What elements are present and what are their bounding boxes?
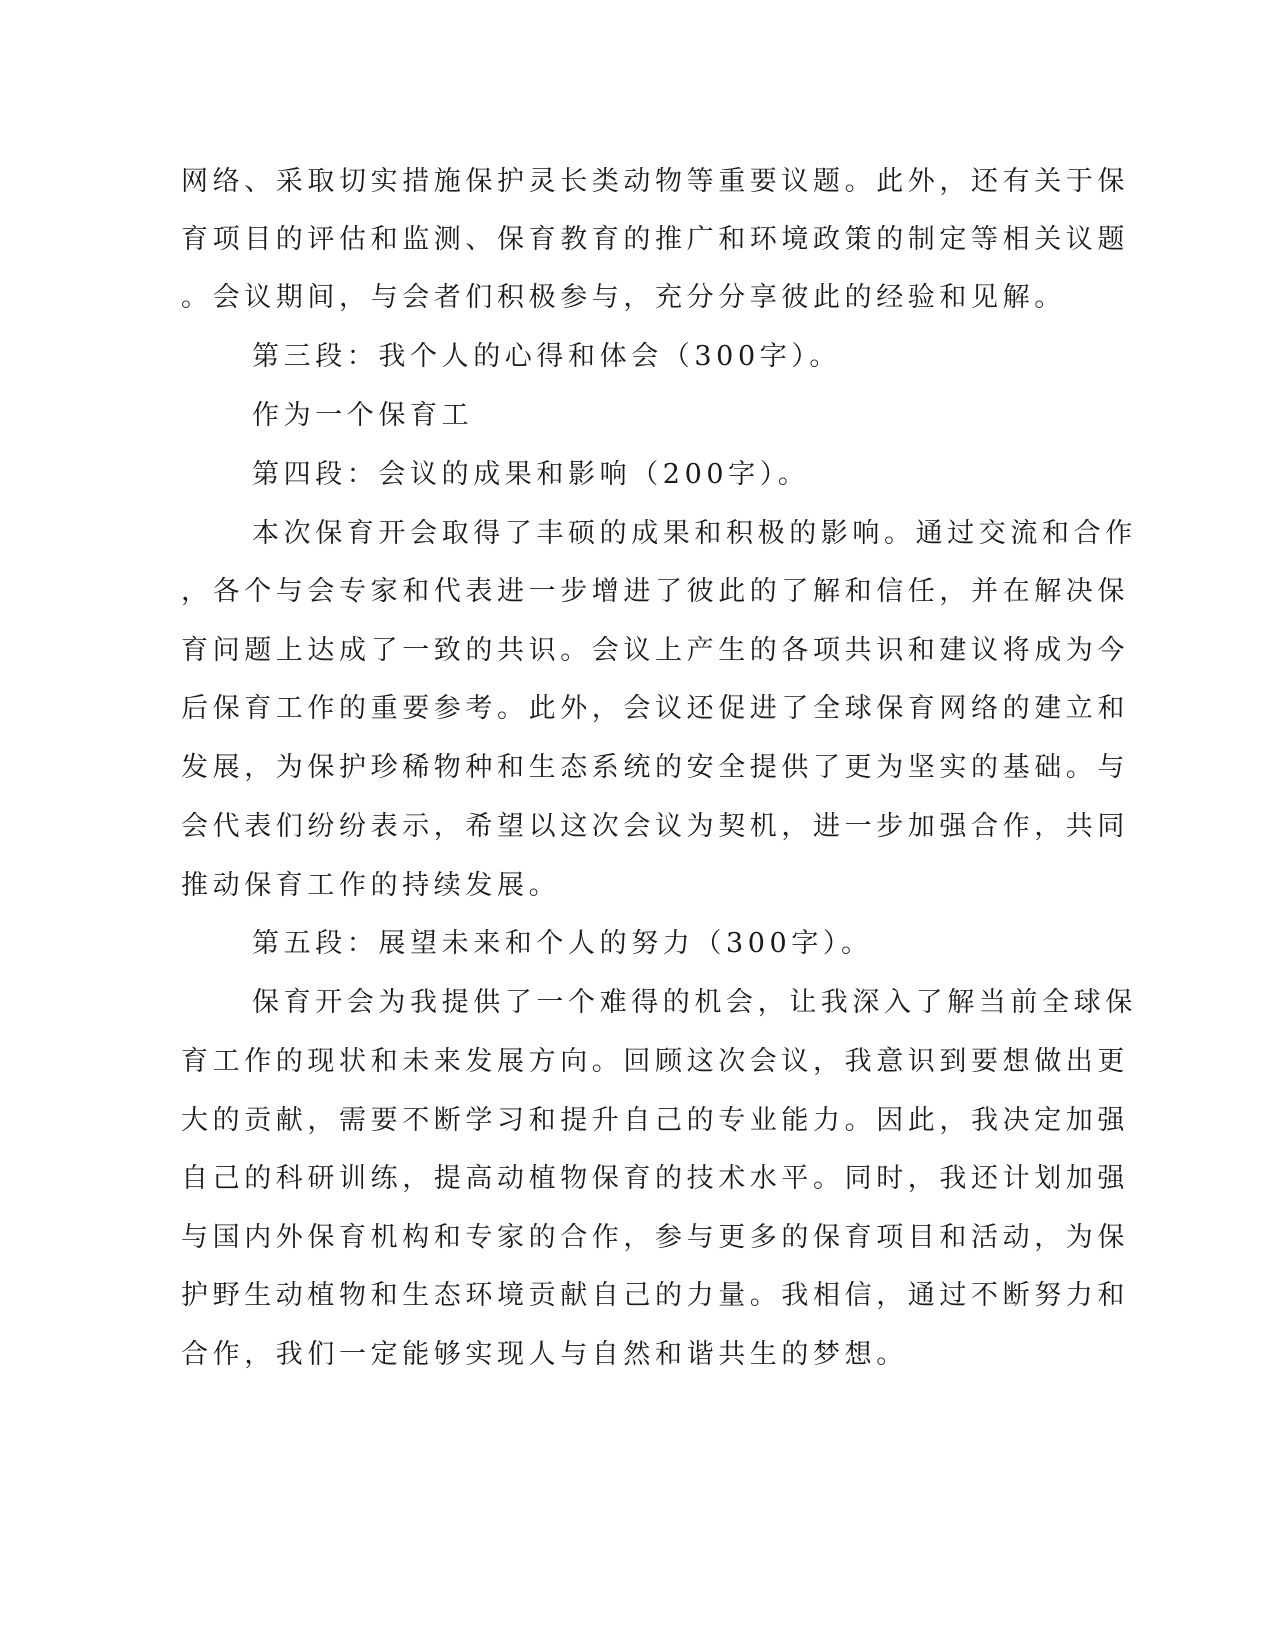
body-text-line: 保育开会为我提供了一个难得的机会，让我深入了解当前全球保 [252,987,1137,1018]
body-text-line: 本次保育开会取得了丰硕的成果和积极的影响。通过交流和合作 [252,518,1137,549]
body-text-line: 发展，为保护珍稀物种和生态系统的安全提供了更为坚实的基础。与 [181,752,1129,783]
body-text-line: 大的贡献，需要不断学习和提升自己的专业能力。因此，我决定加强 [181,1105,1129,1136]
body-text-line: 护野生动植物和生态环境贡献自己的力量。我相信，通过不断努力和 [181,1280,1129,1311]
section-heading-5: 第五段：展望未来和个人的努力（300字）。 [252,928,873,959]
body-text-line: 会代表们纷纷表示，希望以这次会议为契机，进一步加强合作，共同 [181,811,1129,842]
body-text-line: 育项目的评估和监测、保育教育的推广和环境政策的制定等相关议题 [181,224,1129,255]
section-heading-3: 第三段：我个人的心得和体会（300字）。 [252,341,842,372]
body-text-line: 作为一个保育工 [252,400,474,431]
body-text-line: 。会议期间，与会者们积极参与，充分分享彼此的经验和见解。 [181,282,1066,313]
body-text-line: 育工作的现状和未来发展方向。回顾这次会议，我意识到要想做出更 [181,1046,1129,1077]
body-text-line: 后保育工作的重要参考。此外，会议还促进了全球保育网络的建立和 [181,693,1129,724]
body-text-line: 与国内外保育机构和专家的合作，参与更多的保育项目和活动，为保 [181,1222,1129,1253]
body-text-line: 合作，我们一定能够实现人与自然和谐共生的梦想。 [181,1339,908,1370]
section-heading-4: 第四段：会议的成果和影响（200字）。 [252,459,810,490]
body-text-line: 育问题上达成了一致的共识。会议上产生的各项共识和建议将成为今 [181,635,1129,666]
body-text-line: 网络、采取切实措施保护灵长类动物等重要议题。此外，还有关于保 [181,166,1129,197]
body-text-line: 推动保育工作的持续发展。 [181,870,561,901]
body-text-line: ，各个与会专家和代表进一步增进了彼此的了解和信任，并在解决保 [181,576,1129,607]
body-text-line: 自己的科研训练，提高动植物保育的技术水平。同时，我还计划加强 [181,1163,1129,1194]
